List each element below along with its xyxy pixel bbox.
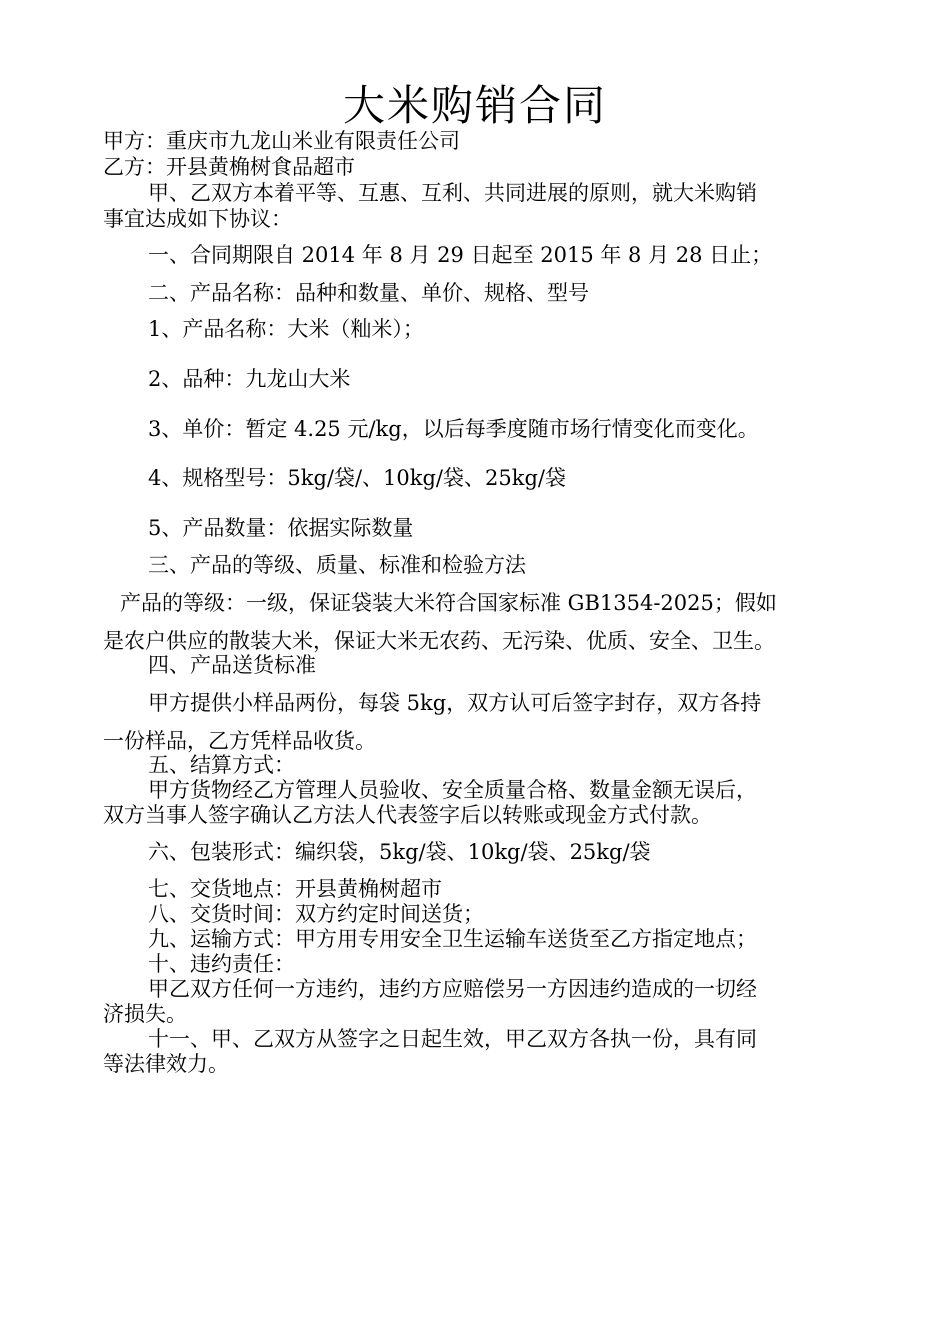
clause-7: 七、交货地点：开县黄桷树超市 — [148, 877, 442, 901]
document-title: 大米购销合同 — [342, 81, 607, 130]
preamble-line-1: 甲、乙双方本着平等、互惠、互利、共同进展的原则，就大米购销 — [148, 181, 757, 205]
clause-10: 十、违约责任： — [148, 952, 295, 976]
clause-2-item-3: 3、单价：暂定 4.25 元/kg，以后每季度随市场行情变化而变化。 — [148, 417, 759, 441]
clause-3-line-2: 是农户供应的散装大米，保证大米无农药、无污染、优质、安全、卫生。 — [103, 629, 775, 653]
clause-9: 九、运输方式：甲方用专用安全卫生运输车送货至乙方指定地点； — [148, 927, 757, 951]
clause-2-item-1: 1、产品名称：大米（籼米）； — [148, 317, 424, 341]
clause-6: 六、包装形式：编织袋，5kg/袋、10kg/袋、25kg/袋 — [148, 840, 651, 864]
clause-10-line-1: 甲乙双方任何一方违约，违约方应赔偿另一方因违约造成的一切经 — [148, 977, 757, 1001]
clause-3-line-1: 产品的等级：一级，保证袋装大米符合国家标准 GB1354-2025；假如 — [120, 591, 777, 615]
clause-5-line-1: 甲方货物经乙方管理人员验收、安全质量合格、数量金额无误后， — [148, 778, 757, 802]
party-a-line: 甲方：重庆市九龙山米业有限责任公司 — [103, 129, 460, 153]
clause-2: 二、产品名称：品种和数量、单价、规格、型号 — [148, 281, 589, 305]
clause-11-line-2: 等法律效力。 — [103, 1052, 229, 1076]
clause-8: 八、交货时间：双方约定时间送货； — [148, 902, 484, 926]
clause-5-line-2: 双方当事人签字确认乙方法人代表签字后以转账或现金方式付款。 — [103, 803, 712, 827]
clause-4: 四、产品送货标准 — [148, 653, 316, 677]
clause-3: 三、产品的等级、质量、标准和检验方法 — [148, 553, 526, 577]
clause-5: 五、结算方式： — [148, 753, 295, 777]
clause-2-item-5: 5、产品数量：依据实际数量 — [148, 516, 414, 540]
clause-2-item-2: 2、品种：九龙山大米 — [148, 367, 351, 391]
clause-2-item-4: 4、规格型号：5kg/袋/、10kg/袋、25kg/袋 — [148, 466, 566, 490]
clause-11: 十一、甲、乙双方从签字之日起生效，甲乙双方各执一份，具有同 — [148, 1027, 757, 1051]
clause-4-line-2: 一份样品，乙方凭样品收货。 — [103, 729, 376, 753]
clause-10-line-2: 济损失。 — [103, 1002, 187, 1026]
preamble-line-2: 事宜达成如下协议： — [103, 207, 292, 231]
party-b-line: 乙方：开县黄桷树食品超市 — [103, 155, 355, 179]
clause-1: 一、合同期限自 2014 年 8 月 29 日起至 2015 年 8 月 28 日止； — [148, 243, 773, 267]
clause-4-line-1: 甲方提供小样品两份，每袋 5kg，双方认可后签字封存，双方各持 — [148, 691, 762, 715]
